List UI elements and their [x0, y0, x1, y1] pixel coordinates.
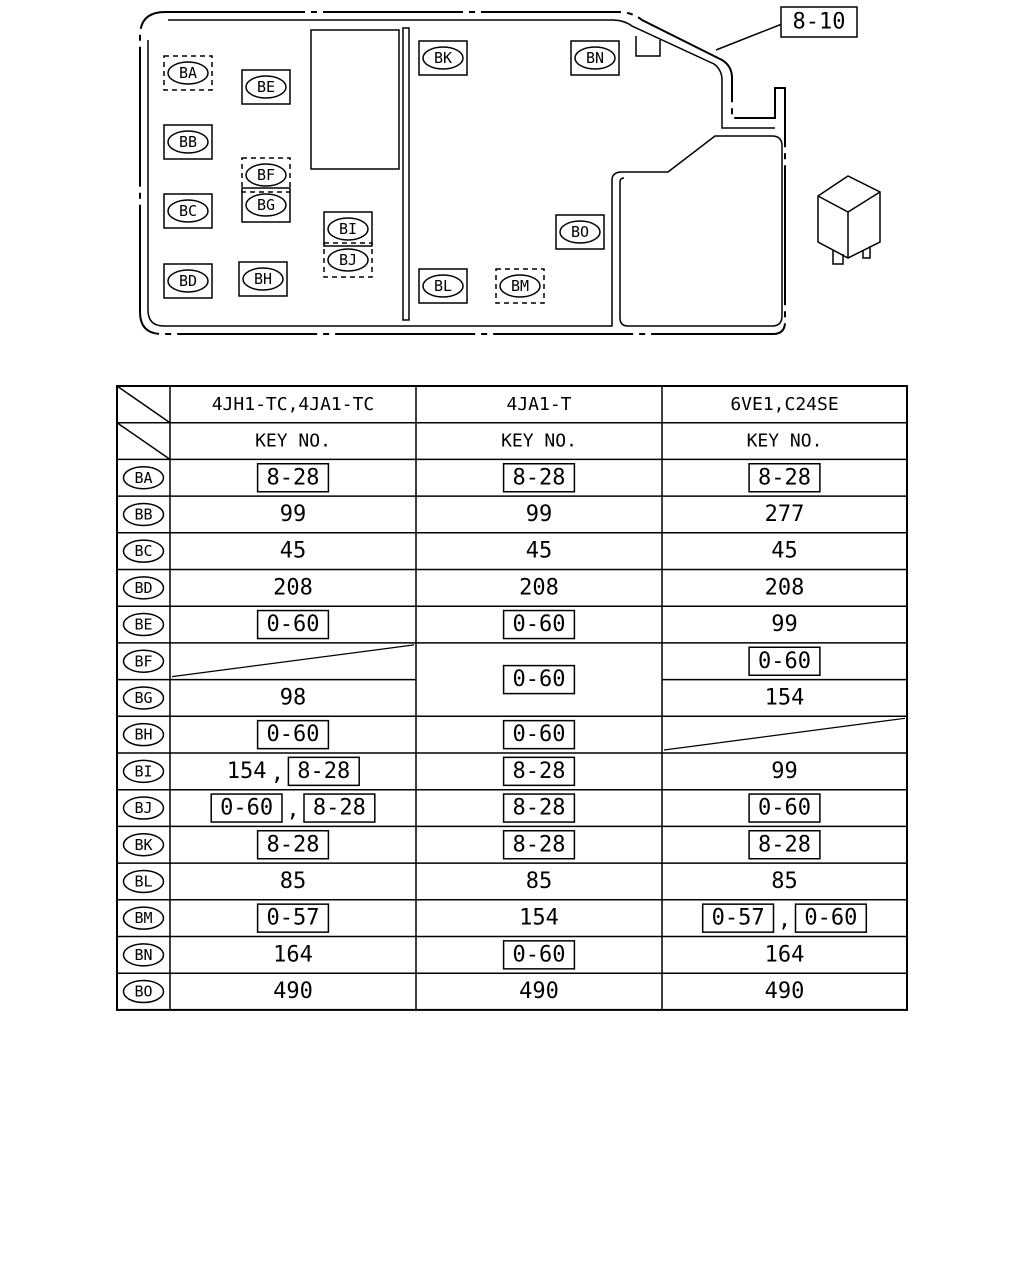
key-ref-number: 8-28 — [758, 832, 811, 858]
row-code: BG — [134, 688, 153, 707]
corner-diagonal — [117, 386, 170, 423]
location-label: BD — [178, 272, 198, 290]
center-block — [311, 30, 399, 169]
location-label: BB — [178, 133, 198, 151]
key-ref-number: 0-60 — [512, 612, 566, 638]
location-label: BN — [585, 49, 605, 67]
callout-text: 8-10 — [792, 9, 846, 35]
housing-tab — [636, 36, 660, 56]
callout-ref — [781, 7, 857, 37]
row-code-ba — [124, 467, 164, 489]
key-ref-number: 0-60 — [758, 795, 811, 821]
separator-comma: , — [286, 797, 300, 823]
key-number: 99 — [525, 501, 553, 527]
location-marker-bb — [164, 125, 212, 159]
key-number: 154 — [764, 685, 805, 711]
key-ref-number: 8-28 — [312, 795, 366, 821]
key-ref-number: 0-57 — [266, 905, 320, 931]
key-ref-number: 0-60 — [512, 667, 566, 693]
location-marker-bg — [242, 188, 290, 222]
row-code-bf — [124, 650, 164, 672]
location-label: BG — [256, 196, 276, 214]
row-code: BL — [134, 872, 153, 891]
key-ref-number: 8-28 — [512, 832, 566, 858]
key-number: 154 — [519, 905, 559, 931]
row-code-be — [124, 614, 164, 636]
key-ref-number: 0-60 — [220, 795, 274, 821]
key-number: 85 — [525, 868, 553, 894]
separator-comma: , — [270, 760, 285, 786]
location-marker-bh — [239, 262, 287, 296]
location-label: BO — [570, 223, 590, 241]
key-number: 85 — [279, 868, 307, 894]
row-code: BD — [134, 578, 153, 597]
row-code: BH — [134, 725, 153, 744]
corner-diagonal — [117, 423, 170, 460]
row-code-bk — [124, 834, 164, 856]
location-marker-be — [242, 70, 290, 104]
separator-comma: , — [777, 907, 792, 933]
relay-icon — [818, 176, 880, 264]
row-code: BA — [134, 468, 153, 487]
key-number: 164 — [764, 942, 805, 968]
key-ref-number: 0-60 — [512, 722, 566, 748]
row-code-bo — [124, 981, 164, 1003]
row-code-bd — [124, 577, 164, 599]
location-marker-bm — [496, 269, 544, 303]
location-label: BM — [510, 277, 530, 295]
divider-bar — [403, 28, 409, 320]
key-ref-number: 0-60 — [758, 648, 811, 674]
location-label: BH — [253, 270, 273, 288]
row-code: BF — [134, 652, 153, 671]
location-markers — [164, 41, 619, 303]
row-code-bn — [124, 944, 164, 966]
location-label: BE — [256, 78, 276, 96]
key-number: 208 — [273, 575, 313, 601]
location-label: BI — [338, 220, 358, 238]
key-no-label: KEY NO. — [746, 430, 823, 452]
key-ref-number: 8-28 — [758, 465, 811, 491]
column-header: 6VE1,C24SE — [730, 393, 839, 415]
location-label: BF — [256, 166, 276, 184]
key-ref-number: 0-60 — [266, 612, 320, 638]
location-marker-bd — [164, 264, 212, 298]
key-ref-number: 0-60 — [512, 942, 566, 968]
key-ref-number: 8-28 — [512, 465, 566, 491]
key-number: 490 — [764, 979, 805, 1005]
key-ref-number: 8-28 — [266, 832, 320, 858]
column-header: 4JH1-TC,4JA1-TC — [211, 393, 375, 415]
row-code: BN — [134, 945, 153, 964]
row-code: BB — [134, 505, 153, 524]
row-code-bl — [124, 870, 164, 892]
location-marker-bc — [164, 194, 212, 228]
housing-inner — [168, 20, 775, 128]
row-code-bc — [124, 540, 164, 562]
row-code: BC — [134, 542, 153, 561]
key-number: 208 — [764, 575, 805, 601]
row-code: BO — [134, 982, 153, 1001]
key-ref-number: 8-28 — [512, 795, 566, 821]
location-marker-bo — [556, 215, 604, 249]
row-code-bh — [124, 724, 164, 746]
relay-box-diagram — [0, 0, 1024, 370]
empty-cell-slash — [664, 718, 905, 750]
key-no-label: KEY NO. — [501, 430, 577, 452]
location-marker-bf — [242, 158, 290, 192]
key-no-label: KEY NO. — [255, 430, 331, 452]
location-marker-ba — [164, 56, 212, 90]
key-ref-number: 0-60 — [266, 722, 320, 748]
location-marker-bi — [324, 212, 372, 246]
row-code: BI — [134, 762, 153, 781]
key-number: 99 — [771, 758, 798, 784]
key-ref-number: 0-60 — [804, 905, 858, 931]
row-code-bb — [124, 503, 164, 525]
key-number: 277 — [764, 501, 805, 527]
location-marker-bn — [571, 41, 619, 75]
location-label: BK — [433, 49, 453, 67]
key-number: 208 — [519, 575, 559, 601]
row-code-bg — [124, 687, 164, 709]
key-number: 99 — [279, 501, 307, 527]
key-ref-number: 8-28 — [512, 758, 566, 784]
location-marker-bk — [419, 41, 467, 75]
key-number: 164 — [273, 942, 313, 968]
callout-leader — [716, 24, 782, 50]
key-number: 45 — [771, 538, 798, 564]
row-code: BK — [134, 835, 153, 854]
key-ref-number: 8-28 — [266, 465, 320, 491]
key-table — [0, 370, 1024, 1030]
row-code: BE — [134, 615, 153, 634]
key-number: 45 — [279, 538, 307, 564]
row-code: BJ — [134, 799, 153, 818]
row-code: BM — [134, 909, 153, 928]
location-label: BA — [178, 64, 198, 82]
key-ref-number: 8-28 — [297, 758, 351, 784]
column-header: 4JA1-T — [506, 393, 572, 415]
key-number: 85 — [771, 868, 798, 894]
location-marker-bl — [419, 269, 467, 303]
location-label: BC — [178, 202, 198, 220]
key-number: 490 — [273, 979, 313, 1005]
key-number: 98 — [279, 685, 307, 711]
key-number: 154 — [226, 758, 267, 784]
key-number: 490 — [519, 979, 559, 1005]
location-label: BL — [433, 277, 453, 295]
row-code-bi — [124, 760, 164, 782]
row-code-bm — [124, 907, 164, 929]
row-code-bj — [124, 797, 164, 819]
key-number: 99 — [771, 612, 798, 638]
key-ref-number: 0-57 — [711, 905, 765, 931]
empty-cell-slash — [172, 645, 414, 677]
location-label: BJ — [338, 251, 358, 269]
housing-inner-wall — [148, 40, 782, 326]
key-number: 45 — [525, 538, 553, 564]
location-marker-bj — [324, 243, 372, 277]
